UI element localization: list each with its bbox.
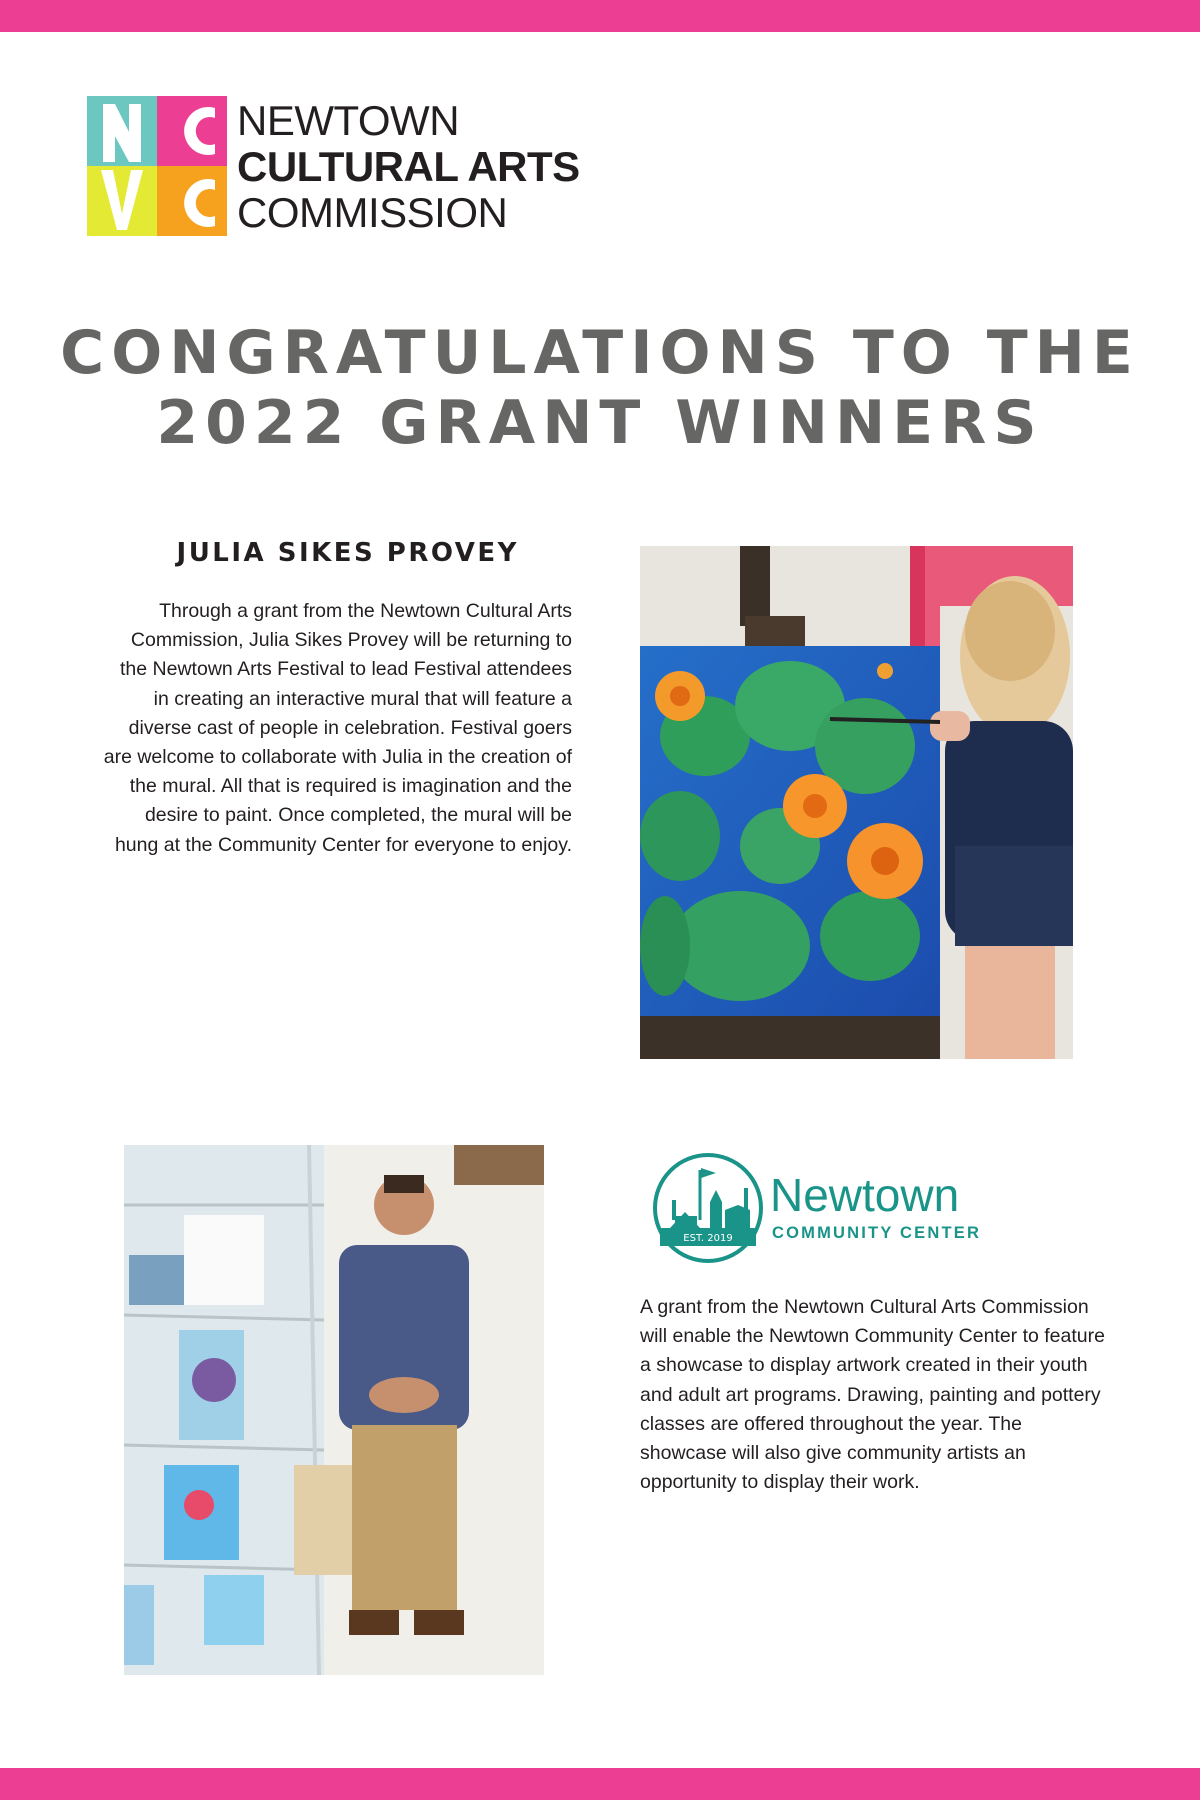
bottom-accent-bar xyxy=(0,1768,1200,1800)
community-center-showcase-photo xyxy=(124,1145,544,1675)
winner1-description: Through a grant from the Newtown Cultural Arts Commission, Julia Sikes Provey will be returning to the Newtown Arts Festival to lead Festival attendees in creating an interactive mural that will feature a diverse cast of people in celebration. Festival goers are welcome to collaborate with Julia in the creation of the mural. All that is required is imagination and the desire to paint. Once completed, the mural will be hung at the Community Center for everyone to enjoy. xyxy=(103,600,572,856)
showcase-image xyxy=(124,1145,544,1675)
title-line-1: CONGRATULATIONS TO THE xyxy=(60,318,1140,388)
winner-name-heading: JULIA SIKES PROVEY xyxy=(176,538,519,568)
winner2-description: A grant from the Newtown Cultural Arts Commission will enable the Newtown Community Center to feature a showcase to display artwork created in their youth and adult art programs. Drawing, painting and pottery classes are offered throughout the year. The showcase will also give community artists an opportunity to display their work. xyxy=(640,1296,1105,1494)
top-accent-bar xyxy=(0,0,1200,32)
ncc-logo-name: Newtown xyxy=(770,1169,960,1221)
artist-painting-photo xyxy=(640,546,1073,1059)
ncc-logo-badge: EST. 2019 xyxy=(683,1233,733,1244)
mural-painting-image xyxy=(640,546,1073,1059)
ncc-logo-subtitle: COMMUNITY CENTER xyxy=(772,1224,982,1242)
page-title xyxy=(0,318,1200,458)
ncac-logo xyxy=(87,96,580,236)
logo-line-newtown: NEWTOWN xyxy=(237,97,460,144)
title-line-2: 2022 GRANT WINNERS xyxy=(156,388,1044,458)
ncac-logo-mark-icon xyxy=(87,96,227,236)
ncac-logo-wordmark xyxy=(237,98,580,236)
logo-line-cultural-arts: CULTURAL ARTS xyxy=(237,143,580,190)
logo-line-commission: COMMISSION xyxy=(237,189,508,236)
